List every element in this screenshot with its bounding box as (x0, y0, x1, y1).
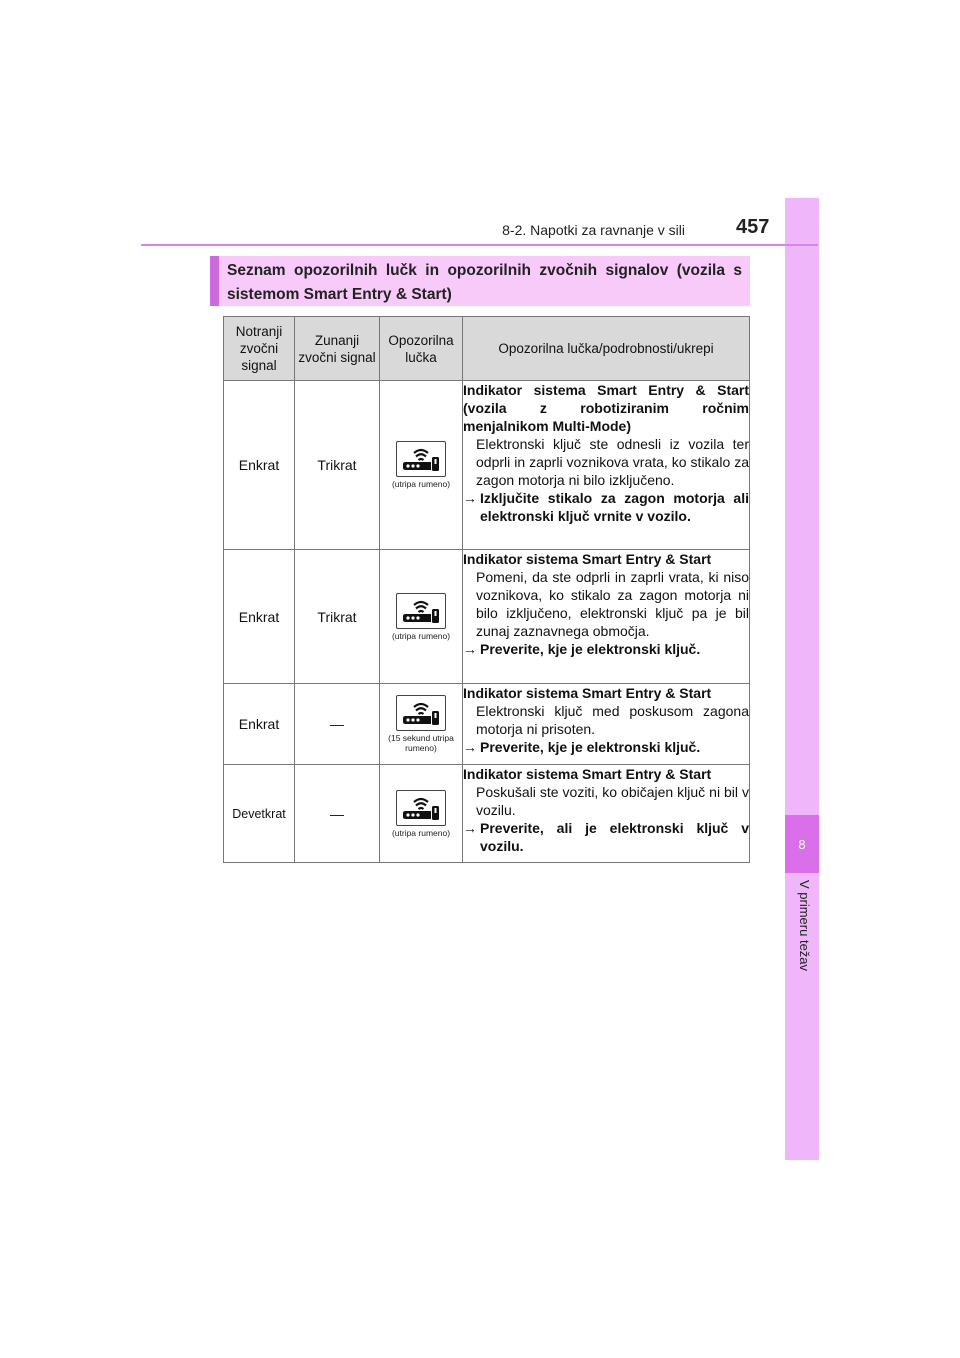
indicator-action (463, 738, 749, 756)
arrow-icon: → (463, 820, 477, 836)
indicator-title: Indikator sistema Smart Entry & Start (463, 551, 712, 567)
table-row (224, 381, 750, 550)
column-header-details: Opozorilna lučka/podrobnosti/ukrepi (463, 317, 750, 381)
warning-lamp-cell (380, 765, 463, 863)
column-header-lamp: Opozorilna lučka (380, 317, 463, 381)
warning-lamp-cell (380, 550, 463, 684)
smart-key-indicator-icon (396, 441, 446, 477)
indicator-action (463, 819, 749, 855)
section-heading: Seznam opozorilnih lučk in opozorilnih zvočnih signalov (vozila s sistemom Smart Entry & Start) (210, 256, 750, 306)
external-buzzer-cell: Trikrat (295, 381, 380, 550)
action-text: Preverite, kje je elektronski ključ. (480, 739, 701, 755)
external-buzzer-cell: — (295, 684, 380, 765)
table-row (224, 765, 750, 863)
chapter-label: V primeru težav (797, 880, 812, 972)
details-cell (463, 550, 750, 684)
smart-key-indicator-icon (396, 593, 446, 629)
indicator-action (463, 489, 749, 525)
lamp-note: (utripa rumeno) (391, 827, 451, 838)
action-text: Preverite, ali je elektronski ključ v vozilu. (480, 820, 749, 854)
smart-key-indicator-icon (396, 695, 446, 731)
details-cell (463, 684, 750, 765)
details-cell (463, 381, 750, 550)
indicator-title: Indikator sistema Smart Entry & Start (463, 685, 712, 701)
indicator-action (463, 640, 749, 658)
warning-lamp-cell (380, 684, 463, 765)
indicator-description: Elektronski ključ med poskusom zagona motorja ni prisoten. (476, 703, 749, 737)
smart-key-indicator-icon (396, 790, 446, 826)
header-rule (141, 244, 818, 246)
indicator-title: Indikator sistema Smart Entry & Start (463, 766, 712, 782)
warning-table (223, 316, 750, 863)
external-buzzer-cell: — (295, 765, 380, 863)
internal-buzzer-cell: Enkrat (224, 550, 295, 684)
action-text: Izključite stikalo za zagon motorja ali elektronski ključ vrnite v vozilo. (480, 490, 749, 524)
page-number: 457 (736, 216, 770, 238)
arrow-icon: → (463, 739, 477, 755)
running-header-title: 8-2. Napotki za ravnanje v sili (502, 222, 685, 238)
details-cell (463, 765, 750, 863)
column-header-external: Zunanji zvočni signal (295, 317, 380, 381)
lamp-note: (utripa rumeno) (391, 479, 451, 489)
indicator-title: Indikator sistema Smart Entry & Start (vozila z robotiziranim ročnim menjalnikom Multi-Mode) (463, 382, 749, 434)
indicator-description: Elektronski ključ ste odnesli iz vozila ter odprli in zaprli voznikova vrata, ko stikalo za zagon motorja ni bilo izključeno. (476, 436, 749, 488)
action-text: Preverite, kje je elektronski ključ. (480, 641, 701, 657)
arrow-icon: → (463, 641, 477, 657)
indicator-description: Pomeni, da ste odprli in zaprli vrata, ki niso voznikova, ko stikalo za zagon motorja ni bilo izključeno, elektronski ključ pa je bil zunaj zaznavnega območja. (476, 569, 749, 639)
table-header-row (224, 317, 750, 381)
table-row (224, 550, 750, 684)
internal-buzzer-cell: Devetkrat (224, 765, 295, 863)
lamp-note: (15 sekund utripa rumeno) (388, 733, 454, 753)
warning-lamp-cell (380, 381, 463, 550)
lamp-note: (utripa rumeno) (391, 630, 451, 641)
chapter-side-tab (785, 198, 819, 1160)
internal-buzzer-cell: Enkrat (224, 381, 295, 550)
internal-buzzer-cell: Enkrat (224, 684, 295, 765)
indicator-description: Poskušali ste voziti, ko običajen ključ ni bil v vozilu. (476, 784, 749, 818)
external-buzzer-cell: Trikrat (295, 550, 380, 684)
chapter-number: 8 (785, 815, 819, 873)
arrow-icon: → (463, 490, 477, 506)
table-row (224, 684, 750, 765)
column-header-internal: Notranji zvočni signal (224, 317, 295, 381)
